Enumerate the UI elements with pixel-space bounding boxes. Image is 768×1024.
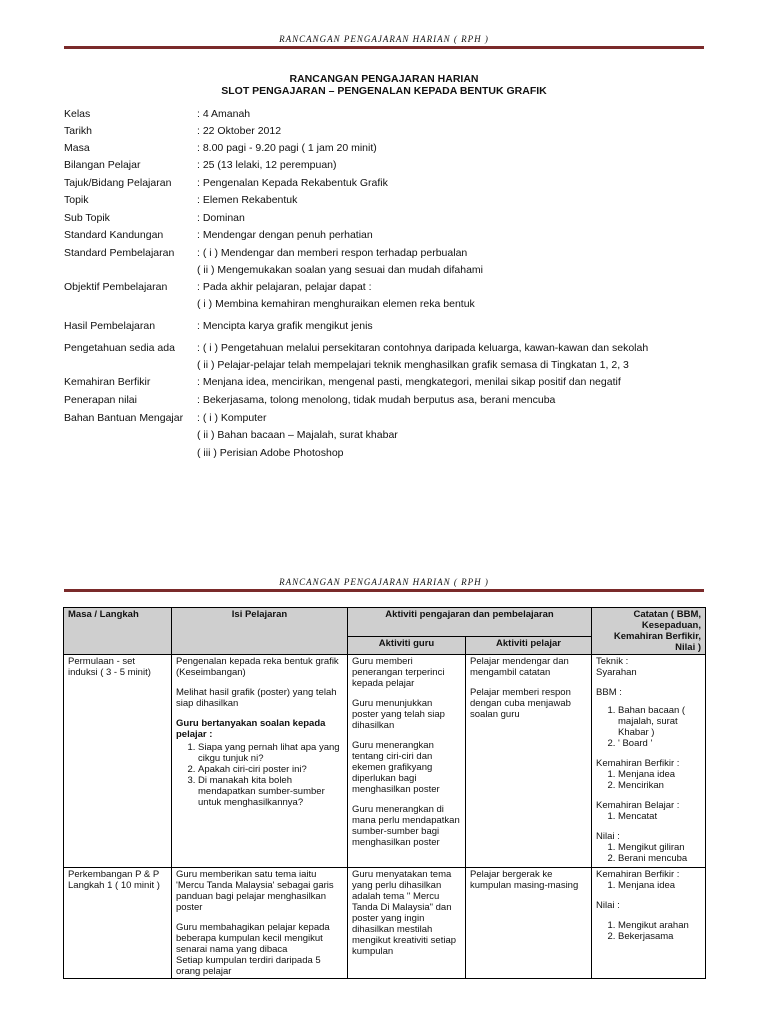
catatan-list	[596, 842, 701, 864]
cell-isi	[172, 655, 348, 868]
info-label: Objektif Pembelajaran	[64, 281, 168, 293]
header-isi: Isi Pelajaran	[172, 608, 348, 655]
info-label: Tarikh	[64, 125, 93, 137]
catatan-list	[596, 920, 701, 942]
info-row	[64, 298, 704, 312]
activity-text: Guru menerangkan tentang ciri-ciri dan ekemen grafikyang diperlukan bagi menghasilkan poster	[352, 740, 440, 795]
activity-text: Guru menerangkan di mana perlu mendapatkan sumber-sumber bagi menghasilkan poster	[352, 804, 460, 848]
catatan-label: Teknik :	[596, 656, 629, 667]
info-value: : ( i ) Pengetahuan melalui persekitaran contohnya daripada keluarga, kawan-kawan dan sekolah	[197, 342, 649, 354]
isi-text: Guru membahagikan pelajar kepada beberapa kumpulan kecil mengikut senarai nama yang dibaca	[176, 922, 330, 955]
header-aktiviti-pelajar: Aktiviti pelajar	[466, 637, 592, 655]
info-value: : 4 Amanah	[197, 108, 251, 120]
info-row	[64, 159, 704, 173]
info-label: Masa	[64, 142, 90, 154]
info-label: Pengetahuan sedia ada	[64, 342, 175, 354]
cell-guru: Guru menyatakan tema yang perlu dihasilkan adalah tema " Mercu Tanda Di Malaysia" dan poster yang ingin dihasilkan mestilah mengikut kreativiti setiap kumpulan	[348, 868, 466, 979]
list-item: 2. Bekerjasama	[618, 931, 701, 942]
activity-text: Guru menunjukkan poster yang telah siap dihasilkan	[352, 698, 445, 731]
info-row	[64, 264, 704, 278]
info-label: Kemahiran Berfikir	[64, 376, 151, 388]
cell-guru	[348, 655, 466, 868]
info-value: : Pada akhir pelajaran, pelajar dapat :	[197, 281, 372, 293]
info-label: Standard Pembelajaran	[64, 247, 175, 259]
list-item: 1. Mengikut giliran	[618, 842, 701, 853]
cell-pelajar: Pelajar bergerak ke kumpulan masing-masing	[466, 868, 592, 979]
info-row	[64, 194, 704, 208]
info-value: : Mendengar dengan penuh perhatian	[197, 229, 373, 241]
catatan-label: Kemahiran Belajar :	[596, 800, 680, 811]
info-row	[64, 359, 704, 373]
cell-pelajar	[466, 655, 592, 868]
info-row	[64, 247, 704, 261]
info-row	[64, 212, 704, 226]
info-value: : 22 Oktober 2012	[197, 125, 282, 137]
question-list	[176, 742, 343, 808]
info-label: Topik	[64, 194, 89, 206]
catatan-label: Kemahiran Berfikir :	[596, 869, 680, 880]
info-row	[64, 394, 704, 408]
page-header-1: RANCANGAN PENGAJARAN HARIAN ( RPH )	[279, 34, 489, 44]
activity-text: Pelajar mendengar dan mengambil catatan	[470, 656, 569, 678]
header-rule-2	[64, 589, 704, 592]
info-row	[64, 342, 704, 356]
isi-text: Pengenalan kepada reka bentuk grafik (Keseimbangan)	[176, 656, 339, 678]
isi-text: Guru memberikan satu tema iaitu 'Mercu Tanda Malaysia' sebagai garis panduan bagi pelajar menghasilkan poster	[176, 869, 334, 913]
header-rule-1	[64, 46, 704, 49]
catatan-list	[596, 880, 701, 891]
info-value: : ( i ) Mendengar dan memberi respon terhadap perbualan	[197, 247, 468, 259]
list-item: 3. Di manakah kita boleh mendapatkan sumber-sumber untuk menghasilkannya?	[198, 775, 343, 808]
list-item: 1. Menjana idea	[618, 769, 701, 780]
info-row	[64, 125, 704, 139]
header-aktiviti-guru: Aktiviti guru	[348, 637, 466, 655]
page-header-2: RANCANGAN PENGAJARAN HARIAN ( RPH )	[279, 577, 489, 587]
info-row	[64, 376, 704, 390]
header-catatan: Catatan ( BBM, Kesepaduan, Kemahiran Berfikir, Nilai )	[592, 608, 706, 655]
isi-text: Setiap kumpulan terdiri daripada 5 orang pelajar	[176, 955, 321, 977]
catatan-label: Nilai :	[596, 900, 620, 911]
list-item: 2. Berani mencuba	[618, 853, 701, 864]
list-item: 1. Mengikut arahan	[618, 920, 701, 931]
cell-isi	[172, 868, 348, 979]
header-masa: Masa / Langkah	[64, 608, 172, 655]
info-value: ( ii ) Bahan bacaan – Majalah, surat khabar	[197, 429, 398, 441]
table-header-row	[64, 608, 706, 637]
info-label: Tajuk/Bidang Pelajaran	[64, 177, 172, 189]
doc-subtitle: SLOT PENGAJARAN – PENGENALAN KEPADA BENTUK GRAFIK	[221, 85, 547, 97]
isi-question-heading: Guru bertanyakan soalan kepada pelajar :	[176, 718, 326, 740]
cell-catatan	[592, 868, 706, 979]
info-value: : Pengenalan Kepada Rekabentuk Grafik	[197, 177, 388, 189]
activity-text: Pelajar memberi respon dengan cuba menjawab soalan guru	[470, 687, 571, 720]
info-value: : Elemen Rekabentuk	[197, 194, 298, 206]
activity-text: Guru memberi penerangan terperinci kepada pelajar	[352, 656, 445, 689]
doc-title: RANCANGAN PENGAJARAN HARIAN	[289, 73, 479, 85]
info-label: Sub Topik	[64, 212, 110, 224]
info-row	[64, 177, 704, 191]
table-row	[64, 655, 706, 868]
cell-masa: Permulaan - set induksi ( 3 - 5 minit)	[64, 655, 172, 868]
info-value: : Dominan	[197, 212, 245, 224]
info-row	[64, 108, 704, 122]
info-label: Bahan Bantuan Mengajar	[64, 412, 184, 424]
info-row	[64, 412, 704, 426]
info-label: Standard Kandungan	[64, 229, 164, 241]
info-value: ( iii ) Perisian Adobe Photoshop	[197, 447, 344, 459]
info-label: Bilangan Pelajar	[64, 159, 141, 171]
lesson-table	[63, 607, 706, 979]
info-value: ( i ) Membina kemahiran menghuraikan elemen reka bentuk	[197, 298, 475, 310]
list-item: 1. Menjana idea	[618, 880, 701, 891]
catatan-label: Kemahiran Berfikir :	[596, 758, 680, 769]
info-value: ( ii ) Pelajar-pelajar telah mempelajari teknik menghasilkan grafik semasa di Tingkatan 1, 2, 3	[197, 359, 629, 371]
list-item: 1. Mencatat	[618, 811, 701, 822]
info-value: : 25 (13 lelaki, 12 perempuan)	[197, 159, 337, 171]
info-label: Hasil Pembelajaran	[64, 320, 156, 332]
info-row	[64, 429, 704, 443]
cell-masa: Perkembangan P & P Langkah 1 ( 10 minit )	[64, 868, 172, 979]
cell-catatan	[592, 655, 706, 868]
info-label: Penerapan nilai	[64, 394, 137, 406]
catatan-list	[596, 769, 701, 791]
catatan-list	[596, 705, 701, 749]
table-row	[64, 868, 706, 979]
info-row	[64, 229, 704, 243]
info-value: ( ii ) Mengemukakan soalan yang sesuai dan mudah difahami	[197, 264, 483, 276]
info-row	[64, 320, 704, 334]
list-item: 2. Mencirikan	[618, 780, 701, 791]
header-aktiviti: Aktiviti pengajaran dan pembelajaran	[348, 608, 592, 637]
catatan-label: Nilai :	[596, 831, 620, 842]
catatan-text: Syarahan	[596, 667, 637, 678]
catatan-list	[596, 811, 701, 822]
info-label: Kelas	[64, 108, 91, 120]
info-value: : ( i ) Komputer	[197, 412, 267, 424]
catatan-label: BBM :	[596, 687, 622, 698]
info-value: : Mencipta karya grafik mengikut jenis	[197, 320, 373, 332]
info-value: : 8.00 pagi - 9.20 pagi ( 1 jam 20 minit)	[197, 142, 377, 154]
list-item: 2. ' Board '	[618, 738, 701, 749]
list-item: 2. Apakah ciri-ciri poster ini?	[198, 764, 343, 775]
info-row	[64, 142, 704, 156]
info-value: : Menjana idea, mencirikan, mengenal pasti, mengkategori, menilai sikap positif dan negatif	[197, 376, 621, 388]
isi-text: Melihat hasil grafik (poster) yang telah siap dihasilkan	[176, 687, 337, 709]
info-row	[64, 447, 704, 461]
info-value: : Bekerjasama, tolong menolong, tidak mudah berputus asa, berani mencuba	[197, 394, 556, 406]
list-item: 1. Bahan bacaan ( majalah, surat Khabar )	[618, 705, 701, 738]
list-item: 1. Siapa yang pernah lihat apa yang cikgu tunjuk ni?	[198, 742, 343, 764]
info-row	[64, 281, 704, 295]
